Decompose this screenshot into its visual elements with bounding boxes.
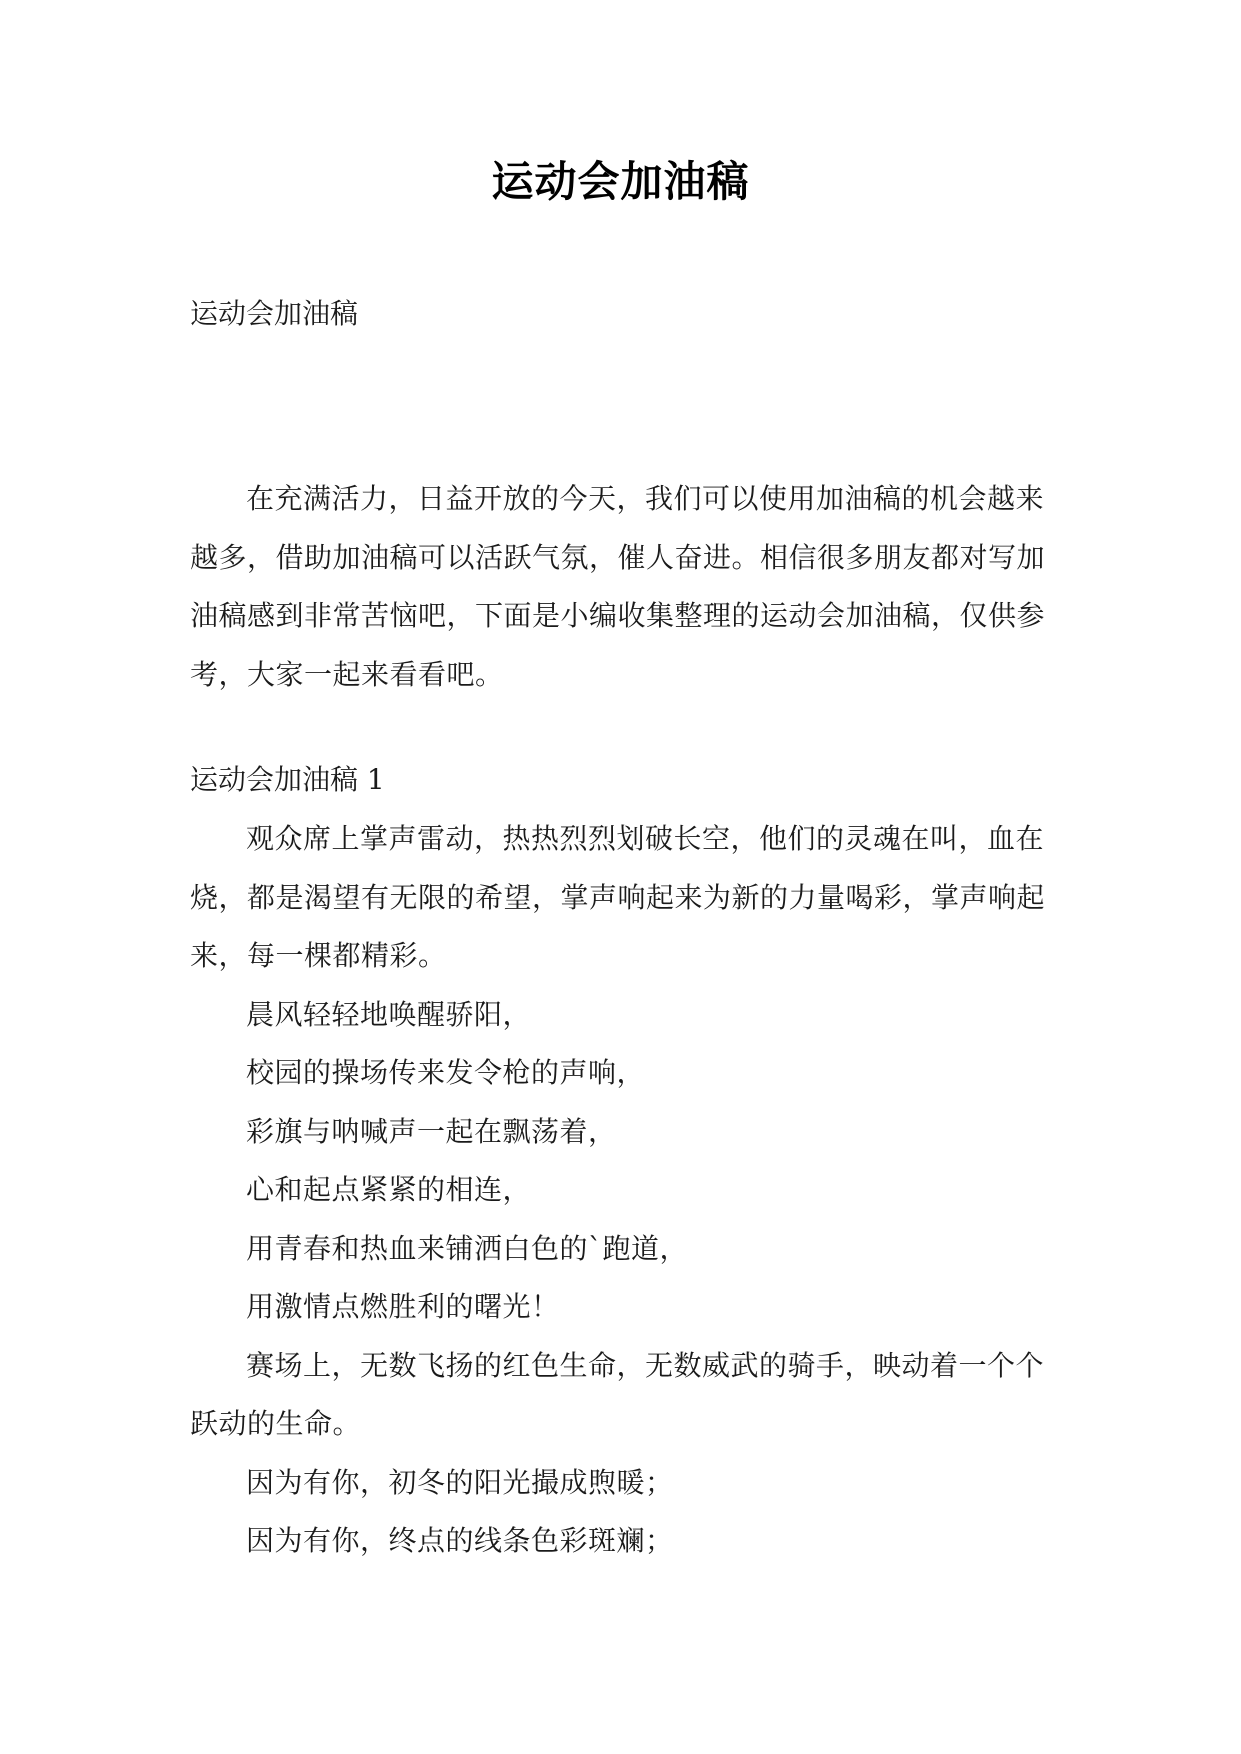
document-subtitle: 运动会加油稿 <box>190 297 359 330</box>
intro-paragraph: 在充满活力，日益开放的今天，我们可以使用加油稿的机会越来越多，借助加油稿可以活跃气氛，催人奋进。相信很多朋友都对写加油稿感到非常苦恼吧，下面是小编收集整理的运动会加油稿，仅供参考，大家一起来看看吧。 <box>190 482 1046 691</box>
verse-line: 校园的操场传来发令枪的声响， <box>246 1056 646 1089</box>
body-paragraph: 赛场上，无数飞扬的红色生命，无数威武的骑手，映动着一个个跃动的生命。 <box>190 1348 1045 1440</box>
body-paragraph: 观众席上掌声雷动，热热烈烈划破长空，他们的灵魂在叫，血在烧，都是渴望有无限的希望，掌声响起来为新的力量喝彩，掌声响起来，每一棵都精彩。 <box>190 822 1046 972</box>
verse-line: 用激情点燃胜利的曙光！ <box>246 1290 560 1323</box>
verse-line: 心和起点紧紧的相连， <box>246 1173 532 1206</box>
verse-line: 晨风轻轻地唤醒骄阳， <box>246 997 532 1031</box>
section-body <box>190 810 1050 1571</box>
verse-line: 彩旗与呐喊声一起在飘荡着， <box>246 1114 617 1148</box>
section-heading: 运动会加油稿 1 <box>190 763 385 796</box>
document-title: 运动会加油稿 <box>491 157 750 206</box>
verse-line: 因为有你，初冬的阳光撮成煦暖； <box>246 1465 674 1499</box>
verse-line: 用青春和热血来铺洒白色的`跑道， <box>246 1231 689 1265</box>
verse-line: 因为有你，终点的线条色彩斑斓； <box>246 1524 674 1557</box>
